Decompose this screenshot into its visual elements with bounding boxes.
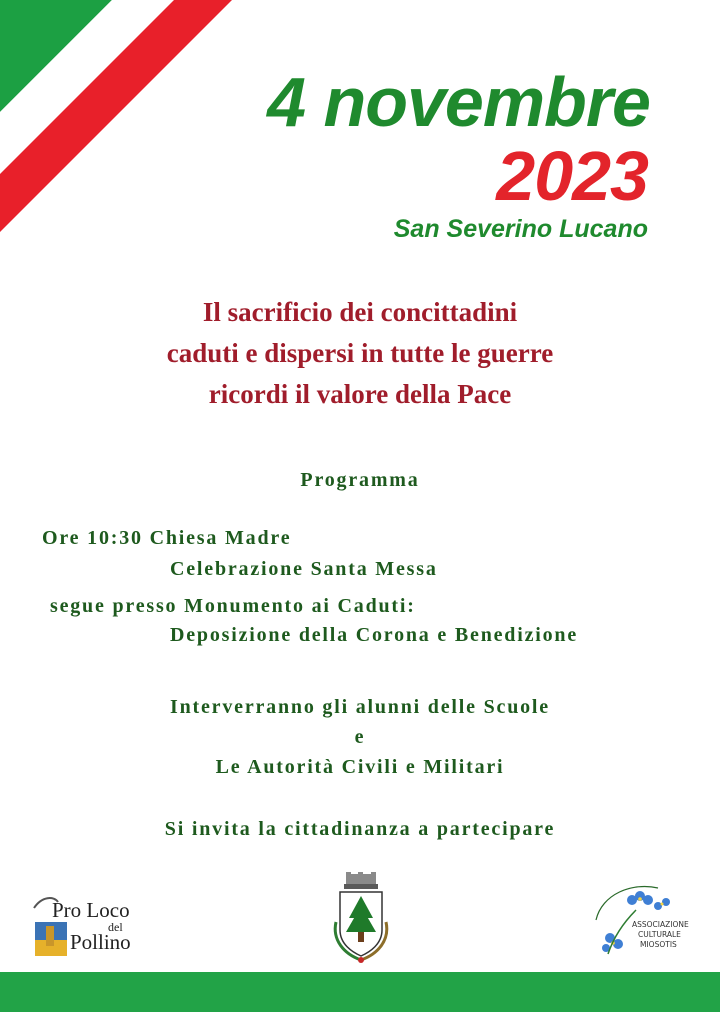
crest-shield-icon xyxy=(330,872,392,964)
participants-line: Le Autorità Civili e Militari xyxy=(215,756,505,778)
municipality-crest xyxy=(330,872,392,964)
event-place: San Severino Lucano xyxy=(393,215,648,243)
association-logo xyxy=(588,880,698,964)
pro-loco-del: del xyxy=(108,920,123,934)
program-line: segue presso Monumento ai Caduti: xyxy=(50,595,416,617)
pro-loco-name: Pro Loco xyxy=(52,898,130,922)
motto-line: ricordi il valore della Pace xyxy=(208,379,512,409)
program-line: Ore 10:30 Chiesa Madre xyxy=(42,527,292,549)
motto-line: Il sacrificio dei concittadini xyxy=(202,297,518,327)
bottom-green-bar xyxy=(0,972,720,1012)
program-line: Deposizione della Corona e Benedizione xyxy=(170,624,579,646)
invitation: Si invita la cittadinanza a partecipare xyxy=(164,818,556,840)
participants-line: e xyxy=(354,726,366,748)
participants-line: Interverranno gli alunni delle Scuole xyxy=(170,696,550,718)
pro-loco-logo xyxy=(32,896,142,960)
motto-line: caduti e dispersi in tutte le guerre xyxy=(166,338,554,368)
association-title: MIOSOTIS xyxy=(640,940,677,949)
association-name: ASSOCIAZIONE xyxy=(632,920,689,929)
event-year: 2023 xyxy=(496,137,648,215)
association-type: CULTURALE xyxy=(638,930,681,939)
event-date: 4 novembre xyxy=(267,63,650,141)
motto xyxy=(0,292,720,415)
program-line: Celebrazione Santa Messa xyxy=(170,558,438,580)
pro-loco-pollino: Pollino xyxy=(70,930,131,954)
italian-flag-ribbon xyxy=(0,0,240,240)
program-title: Programma xyxy=(300,469,420,491)
